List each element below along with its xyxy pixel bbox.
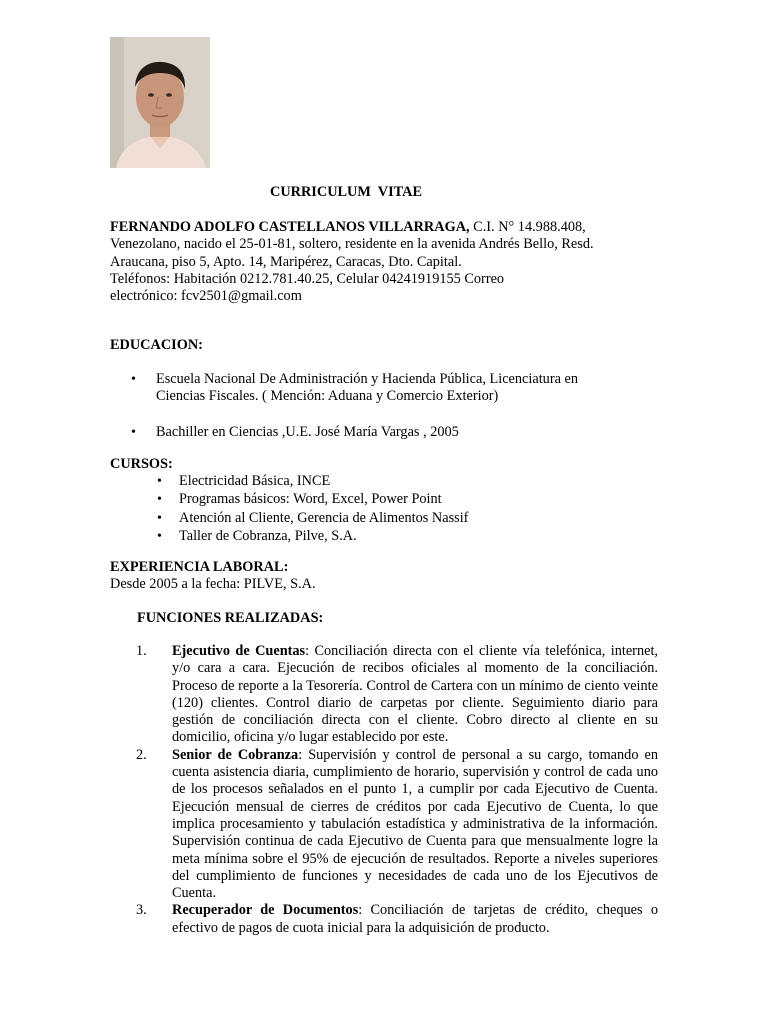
list-item: • Electricidad Básica, INCE (110, 473, 630, 490)
education-heading: EDUCACION: (110, 337, 203, 353)
function-item (110, 643, 658, 747)
role-description: : Supervisión y control de personal a su cargo, tomando en cuenta asistencia diaria, cumplimiento de horario, supervisión y control de cada uno de los procesos señalados en el punto 1, a cumplir por cada Ejecutivo de Cuenta. Ejecución mensual de cierres de créditos por cada Ejecutivo de Cuenta, lo que implica procesamiento y tabulación estadística y administrativa de la información. Supervisión continua de cada Ejecutivo de Cuenta para que mensualmente logre la meta mínima sobre el 95% de ejecución de resultados. Reporte a niveles superiores del cumplimiento de funciones y necesidades de cada uno de los Ejecutivos de Cuenta. (172, 746, 659, 902)
document-title: CURRICULUM VITAE (270, 184, 422, 200)
courses-heading: CURSOS: (110, 456, 173, 472)
item-number: 2. (136, 746, 147, 763)
role-description: : Conciliación directa con el cliente vía telefónica, internet, y/o cara a cara. Ejecución de recibos oficiales al momento de la conciliación. Proceso de reporte a la Tesorería. Control de Cartera con un mínimo de ciento veinte (120) clientes. Control diario de carpetas por cliente. Seguimiento diario para gestión de conciliación directa con el cliente. Cobro directo al cliente en su domicilio, oficina y/o lugar establecido por este. (172, 643, 658, 746)
experience-heading: EXPERIENCIA LABORAL: (110, 559, 289, 575)
role-title: Senior de Cobranza (172, 746, 299, 763)
functions-list (110, 643, 658, 937)
personal-info (110, 219, 650, 305)
personal-info-line (110, 219, 650, 236)
list-item: • Escuela Nacional De Administración y Hacienda Pública, Licenciatura en Ciencias Fiscales. ( Mención: Aduana y Comercio Exterior) (110, 371, 630, 406)
email-line: electrónico: fcv2501@gmail.com (110, 288, 302, 305)
education-list (110, 371, 630, 441)
list-item: • Atención al Cliente, Gerencia de Alimentos Nassif (110, 510, 630, 527)
function-item (110, 902, 658, 937)
portrait-image (110, 37, 210, 168)
list-item: • Taller de Cobranza, Pilve, S.A. (110, 528, 630, 545)
function-item (110, 747, 658, 903)
full-name: FERNANDO ADOLFO CASTELLANOS VILLARRAGA, (110, 219, 470, 235)
phone-line: Teléfonos: Habitación 0212.781.40.25, Celular 04241919155 Correo (110, 270, 505, 287)
item-number: 3. (136, 902, 147, 919)
functions-heading: FUNCIONES REALIZADAS: (137, 610, 324, 626)
list-item: • Programas básicos: Word, Excel, Power Point (110, 491, 630, 508)
profile-photo (110, 37, 210, 168)
experience-since: Desde 2005 a la fecha: PILVE, S.A. (110, 576, 316, 592)
role-title: Ejecutivo de Cuentas (172, 643, 306, 659)
role-description: : Conciliación de tarjetas de crédito, cheques o efectivo de pagos de cuota inicial para la adquisición de producto. (172, 902, 658, 936)
personal-info-line: Venezolano, nacido el 25-01-81, soltero, residente en la avenida Andrés Bello, Resd. (110, 236, 594, 253)
id-number: C.I. N° 14.988.408, (469, 219, 586, 235)
personal-info-line: Araucana, piso 5, Apto. 14, Maripérez, Caracas, Dto. Capital. (110, 253, 462, 270)
courses-list (110, 473, 630, 545)
list-item: • Bachiller en Ciencias ,U.E. José María Vargas , 2005 (110, 424, 630, 441)
item-number: 1. (136, 643, 147, 659)
role-title: Recuperador de Documentos (172, 902, 359, 919)
